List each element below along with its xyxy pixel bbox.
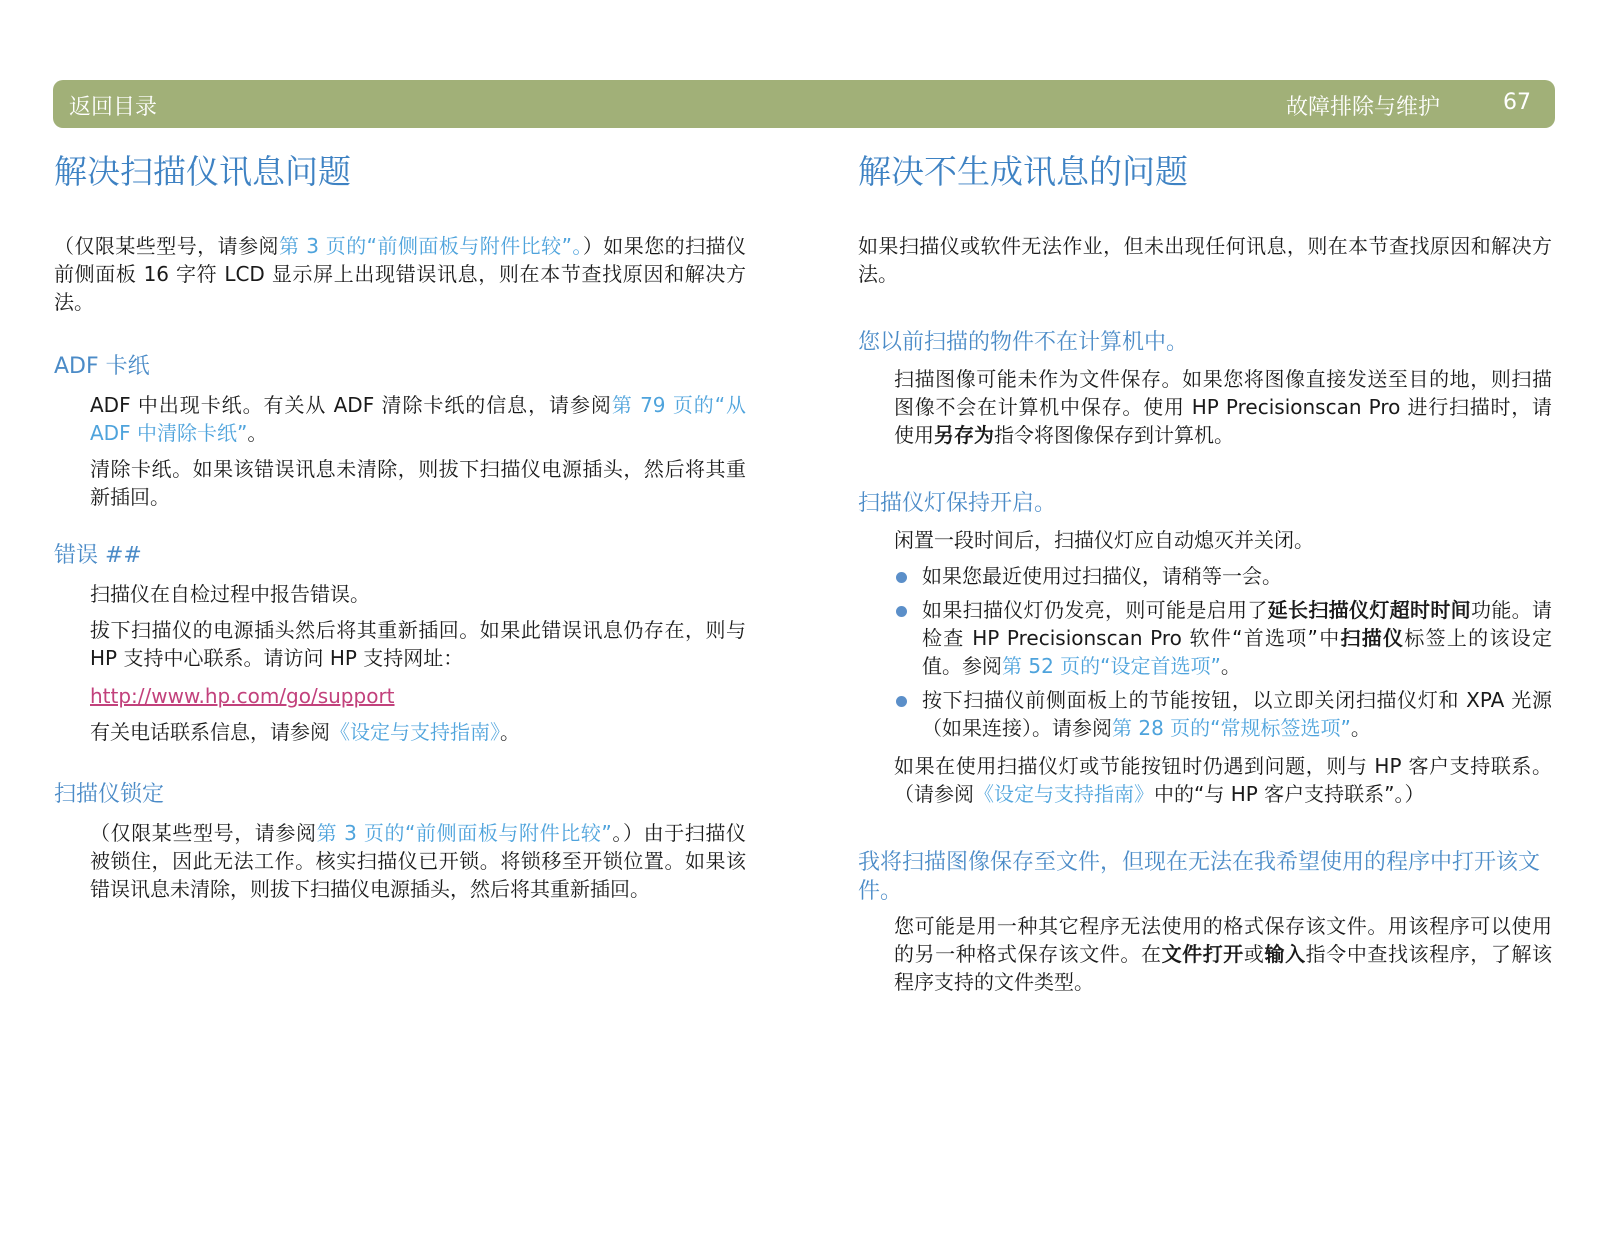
file-text-end: 指令中查找该程序，了解该程序支持的文件类型。 <box>894 942 1553 994</box>
adf-text-end: 。 <box>247 421 268 445</box>
missing-scan-heading: 您以前扫描的物件不在计算机中。 <box>858 330 1189 355</box>
support-url-link[interactable]: http://www.hp.com/go/support <box>90 684 395 708</box>
phone-info-end: 。 <box>500 720 520 744</box>
scanner-tab-label: 扫描仪 <box>1340 626 1405 650</box>
front-panel-link[interactable]: 第 3 页的“前侧面板与附件比较”。 <box>278 234 583 258</box>
error-heading: 错误 ## <box>54 543 142 568</box>
lamp-paragraph-2 <box>858 752 1552 808</box>
lamp-paragraph-1: 闲置一段时间后，扫描仪灯应自动熄灭并关闭。 <box>894 528 1314 552</box>
bullet-text: 。 <box>1350 716 1371 740</box>
left-intro <box>54 232 746 316</box>
intro-text-rest: ）如果您的扫描仪前侧面板 16 字符 LCD 显示屏上出现错误讯息，则在本节查找原因和解决方法。 <box>54 234 747 314</box>
list-item <box>894 562 1552 590</box>
missing-text: 扫描图像可能未作为文件保存。如果您将图像直接发送至目的地，则扫描图像不会在计算机中保存。使用 HP Precisionscan Pro 进行扫描时，请使用 <box>894 367 1552 447</box>
bullet-text: 功能。请检查 HP Precisionscan Pro 软件“首选项”中 <box>922 598 1553 650</box>
bullet-icon <box>896 696 907 707</box>
phone-info-text: 有关电话联系信息，请参阅 <box>90 720 330 744</box>
clear-adf-jam-link[interactable]: 第 79 页的“从 ADF 中清除卡纸” <box>90 393 747 445</box>
file-open-paragraph <box>858 912 1552 996</box>
error-paragraph-2: 拔下扫描仪的电源插头然后将其重新插回。如果此错误讯息仍存在，则与 HP 支持中心联系。请访问 HP 支持网址： <box>90 618 746 670</box>
page-number: 67 <box>1503 90 1531 115</box>
adf-jam-paragraph <box>54 391 746 447</box>
preferences-link[interactable]: 第 52 页的“设定首选项” <box>1002 654 1221 678</box>
general-tab-link[interactable]: 第 28 页的“常规标签选项” <box>1112 716 1351 740</box>
lamp-bullet-list <box>858 562 1552 742</box>
file-open-heading: 我将扫描图像保存至文件，但现在无法在我希望使用的程序中打开该文件。 <box>858 850 1541 904</box>
bullet-text: 如果扫描仪灯仍发亮，则可能是启用了 <box>922 598 1268 622</box>
import-command: 输入 <box>1264 942 1306 966</box>
bullet-icon <box>896 606 907 617</box>
front-panel-link-2[interactable]: 第 3 页的“前侧面板与附件比较” <box>316 821 612 845</box>
save-as-command: 另存为 <box>934 423 994 447</box>
locked-text: （仅限某些型号，请参阅 <box>90 821 317 845</box>
bullet-text: 。 <box>1220 654 1241 678</box>
lamp-on-heading: 扫描仪灯保持开启。 <box>858 491 1057 516</box>
bullet-text: 按下扫描仪前侧面板上的节能按钮，以立即关闭扫描仪灯和 XPA 光源（如果连接）。请参阅 <box>922 688 1552 740</box>
section-title: 故障排除与维护 <box>1285 95 1440 120</box>
adf-jam-heading: ADF 卡纸 <box>54 354 150 379</box>
file-text: 或 <box>1243 942 1265 966</box>
back-to-contents-link[interactable]: 返回目录 <box>69 95 158 120</box>
intro-text: （仅限某些型号，请参阅 <box>54 234 279 258</box>
setup-guide-link-2[interactable]: 《设定与支持指南》 <box>974 782 1154 806</box>
right-intro: 如果扫描仪或软件无法作业，但未出现任何讯息，则在本节查找原因和解决方法。 <box>858 234 1552 286</box>
setup-guide-link[interactable]: 《设定与支持指南》 <box>330 720 500 744</box>
bullet-icon <box>896 572 907 583</box>
file-text: 您可能是用一种其它程序无法使用的格式保存该文件。用该程序可以使用的另一种格式保存该文件。在 <box>894 914 1552 966</box>
missing-text-end: 指令将图像保存到计算机。 <box>994 423 1234 447</box>
left-page-title: 解决扫描仪讯息问题 <box>54 152 351 191</box>
locked-text-rest: 。）由于扫描仪被锁住，因此无法工作。核实扫描仪已开锁。将锁移至开锁位置。如果该错误讯息未清除，则拔下扫描仪电源插头，然后将其重新插回。 <box>90 821 747 901</box>
right-column <box>858 148 1552 996</box>
scanner-locked-paragraph <box>54 819 746 903</box>
bullet-text: 标签上的该设定值。参阅 <box>922 626 1553 678</box>
missing-scan-paragraph <box>858 365 1552 449</box>
contact-text: 如果在使用扫描仪灯或节能按钮时仍遇到问题，则与 HP 客户支持联系。（请参阅 <box>894 754 1552 806</box>
scanner-locked-heading: 扫描仪锁定 <box>54 782 165 807</box>
left-column <box>54 148 746 903</box>
adf-text: ADF 中出现卡纸。有关从 ADF 清除卡纸的信息，请参阅 <box>90 393 612 417</box>
list-item <box>894 686 1552 742</box>
support-url-line <box>54 682 746 710</box>
error-paragraph-1: 扫描仪在自检过程中报告错误。 <box>90 582 370 606</box>
adf-clear-paragraph: 清除卡纸。如果该错误讯息未清除，则拔下扫描仪电源插头，然后将其重新插回。 <box>90 457 746 509</box>
contact-text-end: 中的“与 HP 客户支持联系”。） <box>1154 782 1425 806</box>
lamp-timeout-option: 延长扫描仪灯超时时间 <box>1267 598 1472 622</box>
list-item <box>894 596 1552 680</box>
file-open-command: 文件打开 <box>1161 942 1244 966</box>
bullet-text: 如果您最近使用过扫描仪，请稍等一会。 <box>922 564 1282 588</box>
error-paragraph-3 <box>54 718 746 746</box>
page-header-bar <box>53 80 1555 128</box>
right-page-title: 解决不生成讯息的问题 <box>858 152 1188 191</box>
